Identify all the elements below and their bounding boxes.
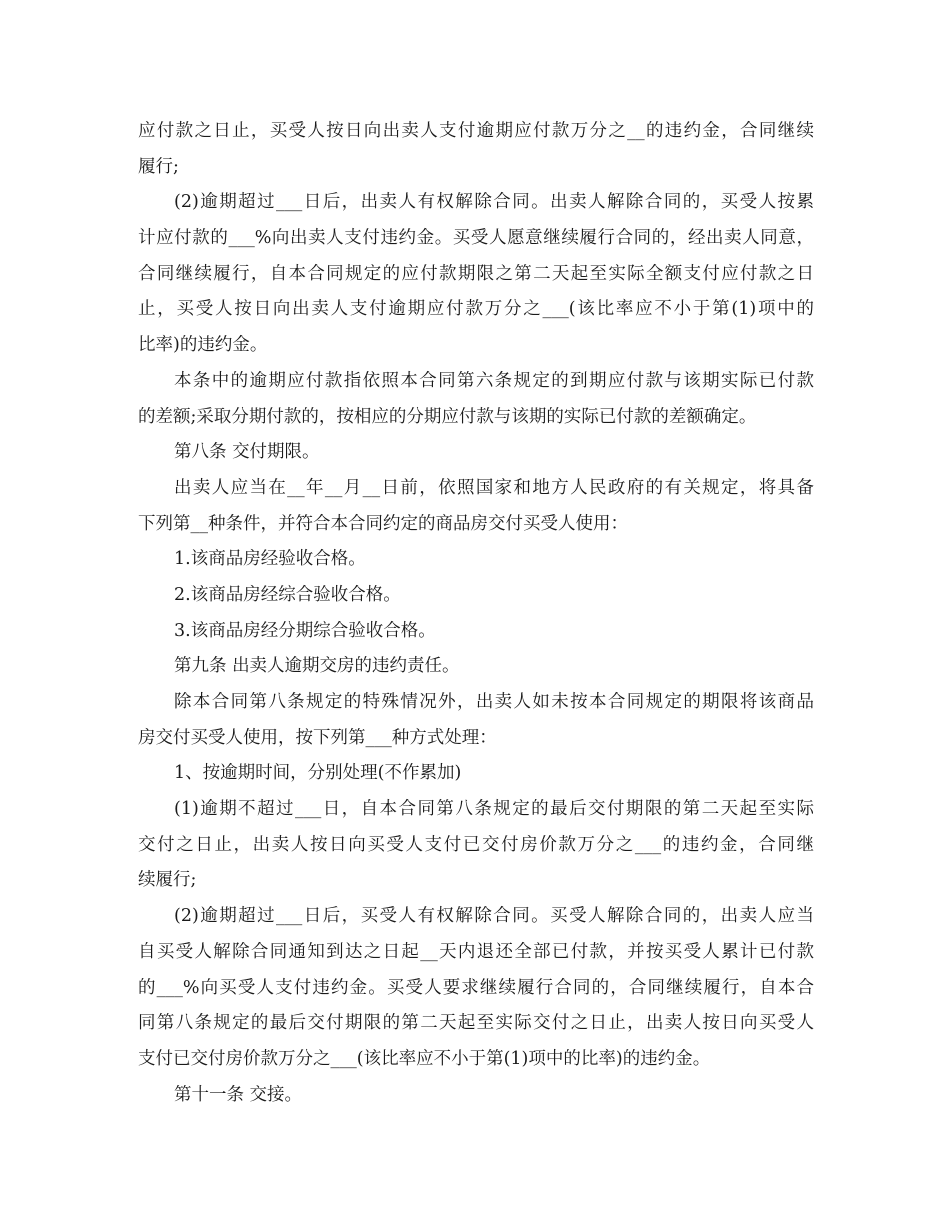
text-line: 止，买受人按日向出卖人支付逾期应付款万分之___(该比率应不小于第(1)项中的 (138, 299, 814, 320)
text-line: 应付款之日止，买受人按日向出卖人支付逾期应付款万分之__的违约金，合同继续 (138, 121, 814, 141)
text-line: 房交付买受人使用，按下列第___种方式处理： (138, 727, 497, 748)
section-heading: 第十一条 交接。 (174, 1084, 303, 1105)
text-line: 下列第__种条件，并符合本合同约定的商品房交付买受人使用： (138, 513, 628, 534)
list-item: 1.该商品房经验收合格。 (174, 549, 366, 570)
text-line: 自买受人解除合同通知到达之日起__天内退还全部已付款，并按买受人累计已付款 (138, 941, 814, 962)
text-line: (2)逾期超过___日后，买受人有权解除合同。买受人解除合同的，出卖人应当 (174, 906, 814, 927)
text-line: 比率)的违约金。 (138, 335, 268, 356)
text-line: 履行; (138, 156, 179, 177)
text-line: 合同继续履行，自本合同规定的应付款期限之第二天起至实际全额支付应付款之日 (138, 263, 814, 284)
section-heading: 第八条 交付期限。 (174, 442, 320, 463)
list-item: 3.该商品房经分期综合验收合格。 (174, 620, 436, 641)
text-line: 本条中的逾期应付款指依照本合同第六条规定的到期应付款与该期实际已付款 (174, 370, 814, 391)
section-heading: 第九条 出卖人逾期交房的违约责任。 (174, 656, 460, 677)
text-line: 交付之日止，出卖人按日向买受人支付已交付房价款万分之___的违约金，合同继 (138, 834, 814, 855)
text-line: (2)逾期超过___日后，出卖人有权解除合同。出卖人解除合同的，买受人按累 (174, 192, 814, 213)
text-line: 支付已交付房价款万分之___(该比率应不小于第(1)项中的比率)的违约金。 (138, 1048, 711, 1069)
text-line: 除本合同第八条规定的特殊情况外，出卖人如未按本合同规定的期限将该商品 (174, 692, 814, 712)
text-line: 出卖人应当在__年__月__日前，依照国家和地方人民政府的有关规定，将具备 (174, 477, 814, 498)
text-line: 的___%向买受人支付违约金。买受人要求继续履行合同的，合同继续履行，自本合 (138, 977, 814, 998)
text-line: 同第八条规定的最后交付期限的第二天起至实际交付之日止，出卖人按日向买受人 (138, 1013, 814, 1034)
list-item: 2.该商品房经综合验收合格。 (174, 584, 401, 605)
text-line: 的差额;采取分期付款的，按相应的分期应付款与该期的实际已付款的差额确定。 (138, 406, 757, 427)
text-line: (1)逾期不超过___日，自本合同第八条规定的最后交付期限的第二天起至实际 (174, 799, 814, 820)
text-line: 1、按逾期时间，分别处理(不作累加) (174, 763, 462, 784)
text-line: 续履行; (138, 870, 197, 891)
document-body (138, 114, 814, 1113)
text-line: 计应付款的___%向出卖人支付违约金。买受人愿意继续履行合同的，经出卖人同意， (138, 228, 814, 249)
